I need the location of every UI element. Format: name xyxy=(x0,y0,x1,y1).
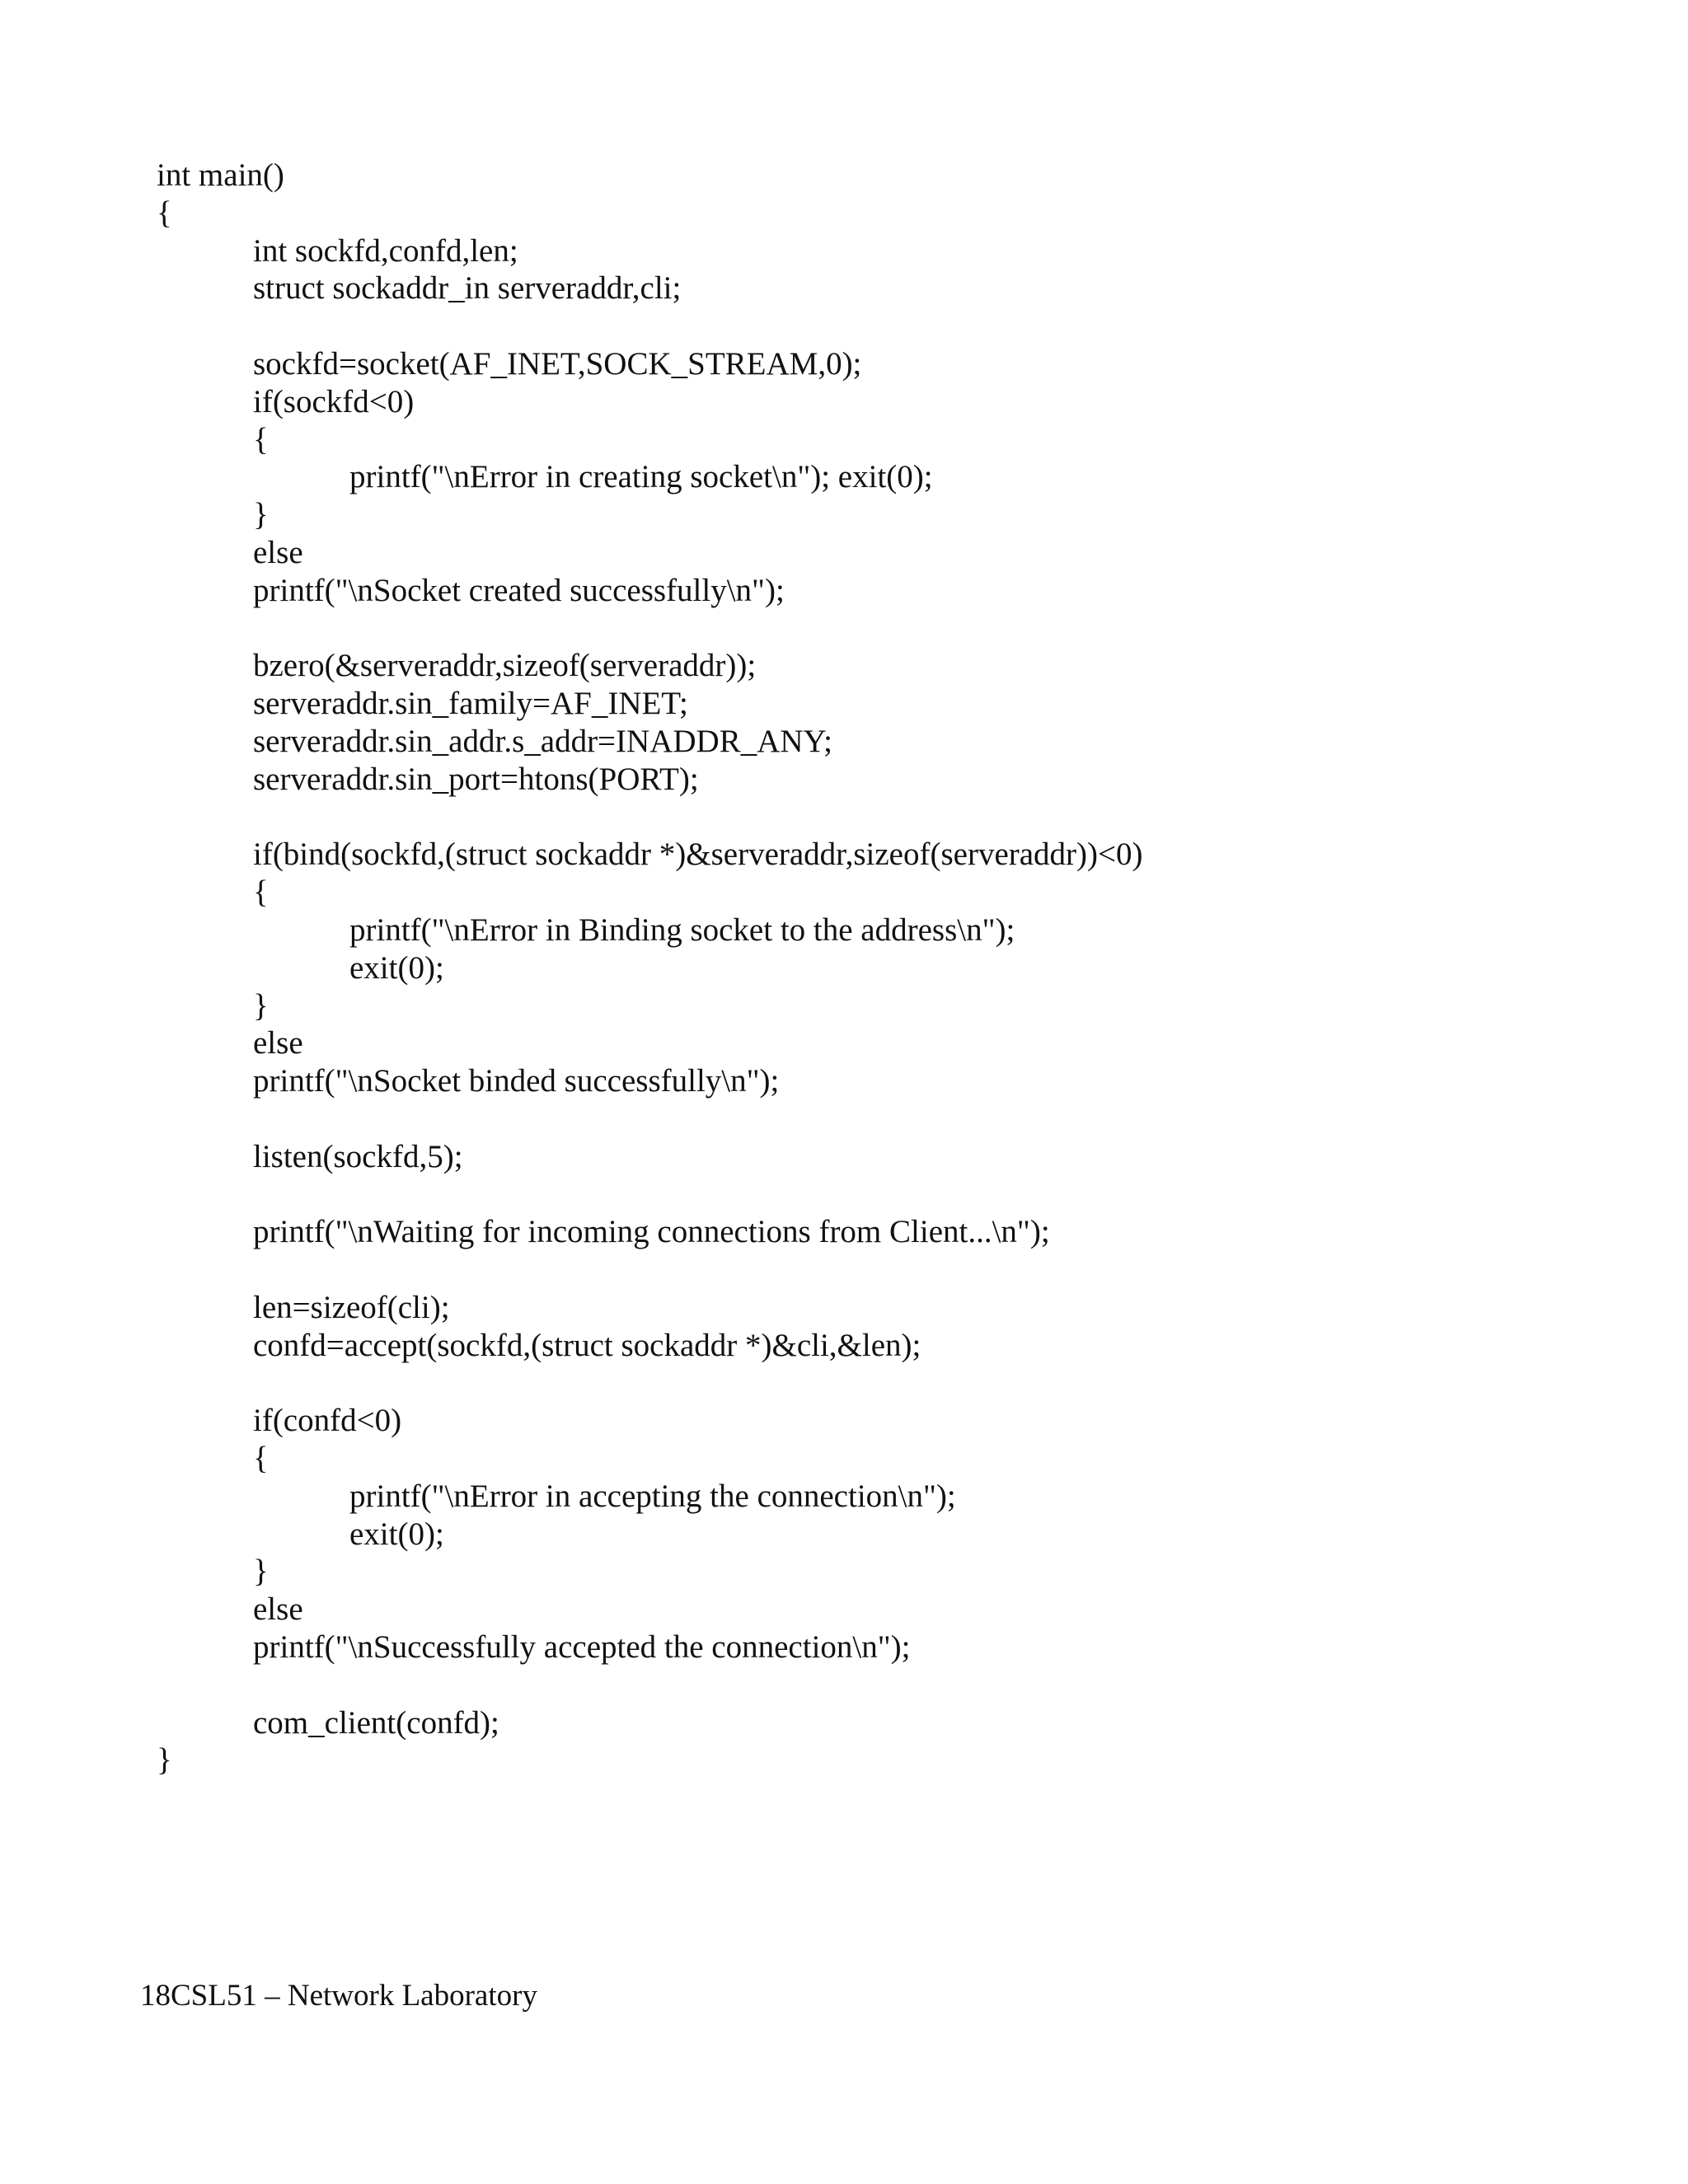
code-line: sockfd=socket(AF_INET,SOCK_STREAM,0); xyxy=(253,345,862,382)
code-line: } xyxy=(253,987,269,1024)
blank-line xyxy=(157,1666,1558,1704)
code-line: int sockfd,confd,len; xyxy=(253,232,518,269)
code-line: { xyxy=(253,421,269,457)
code-line: exit(0); xyxy=(349,949,444,986)
code-line: } xyxy=(253,497,269,533)
code-line: } xyxy=(157,1742,172,1779)
code-line: { xyxy=(253,1441,269,1477)
code-line: printf("\nError in accepting the connection\n"); xyxy=(349,1478,956,1514)
code-line: confd=accept(sockfd,(struct sockaddr *)&cli,&len); xyxy=(253,1327,921,1363)
code-line: { xyxy=(157,194,172,231)
code-line: listen(sockfd,5); xyxy=(253,1138,463,1174)
code-line: com_client(confd); xyxy=(253,1704,499,1741)
code-line: } xyxy=(253,1554,269,1590)
blank-line xyxy=(157,610,1558,648)
code-line: len=sizeof(cli); xyxy=(253,1289,450,1325)
blank-line xyxy=(157,1365,1558,1403)
code-line: struct sockaddr_in serveraddr,cli; xyxy=(253,270,682,307)
code-line: else xyxy=(253,1591,303,1628)
code-line: else xyxy=(253,1025,303,1062)
code-line: printf("\nError in creating socket\n"); exit(0); xyxy=(349,459,933,495)
code-line: exit(0); xyxy=(349,1516,444,1552)
code-line: if(bind(sockfd,(struct sockaddr *)&serveraddr,sizeof(serveraddr))<0) xyxy=(253,837,1143,873)
code-line: bzero(&serveraddr,sizeof(serveraddr)); xyxy=(253,648,757,684)
code-line: serveraddr.sin_family=AF_INET; xyxy=(253,686,688,722)
blank-line xyxy=(157,1251,1558,1289)
code-line: if(confd<0) xyxy=(253,1403,402,1439)
code-line: int main() xyxy=(157,157,284,193)
code-line: printf("\nSocket binded successfully\n"); xyxy=(253,1063,780,1099)
blank-line xyxy=(157,1176,1558,1214)
code-block xyxy=(157,157,1558,1779)
blank-line xyxy=(157,799,1558,837)
page-footer: 18CSL51 – Network Laboratory xyxy=(140,1979,537,2013)
blank-line xyxy=(157,307,1558,345)
blank-line xyxy=(157,1100,1558,1138)
code-line: printf("\nWaiting for incoming connections from Client...\n"); xyxy=(253,1214,1050,1250)
code-line: serveraddr.sin_port=htons(PORT); xyxy=(253,761,699,797)
code-line: printf("\nSuccessfully accepted the connection\n"); xyxy=(253,1629,911,1666)
code-line: else xyxy=(253,534,303,570)
code-line: serveraddr.sin_addr.s_addr=INADDR_ANY; xyxy=(253,723,832,759)
code-line: printf("\nSocket created successfully\n"); xyxy=(253,572,785,608)
code-line: if(sockfd<0) xyxy=(253,383,415,419)
code-line: { xyxy=(253,874,269,911)
code-line: printf("\nError in Binding socket to the address\n"); xyxy=(349,912,1015,948)
